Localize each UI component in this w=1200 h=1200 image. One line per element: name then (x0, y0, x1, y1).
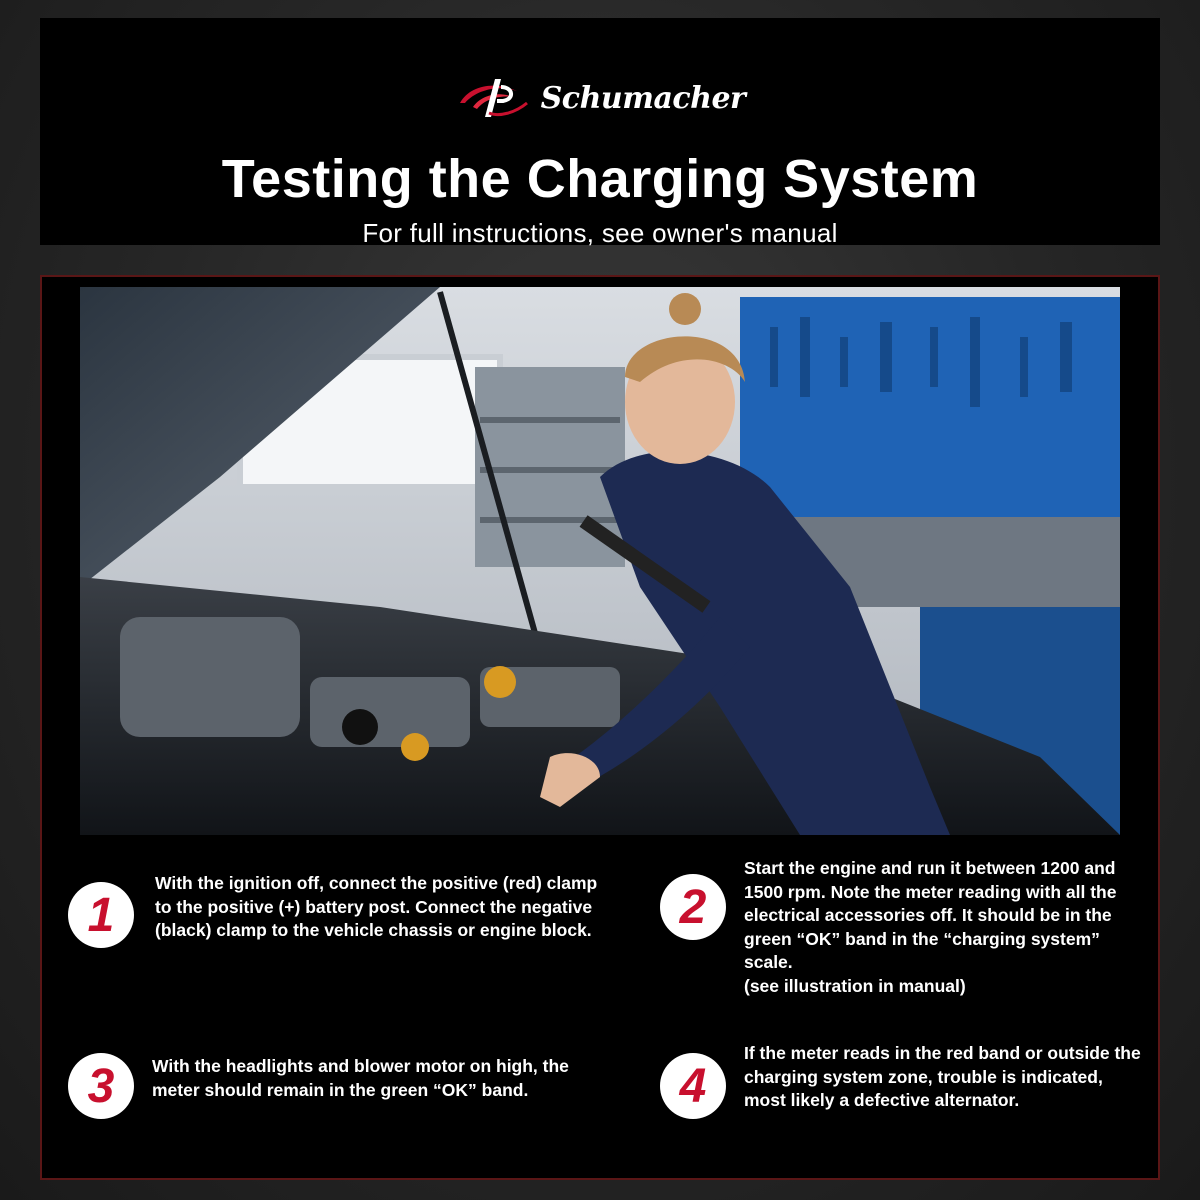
step-text: With the ignition off, connect the positive (red) clamp to the positive (+) battery post. Connect the negative (black) clamp to the vehicle chassis or engine block. (155, 873, 598, 940)
step-number-badge: 1 (68, 882, 134, 948)
step-text: With the headlights and blower motor on high, the meter should remain in the green “OK” band. (152, 1056, 569, 1100)
brand-logo (40, 68, 1160, 128)
mechanic-photo (80, 287, 1120, 835)
schumacher-logo-icon (455, 73, 535, 123)
step-number-badge: 3 (68, 1053, 134, 1119)
brand-name: Schumacher (540, 80, 746, 116)
step-number-badge: 4 (660, 1053, 726, 1119)
step-text-main: Start the engine and run it between 1200 and 1500 rpm. Note the meter reading with all the electrical accessories off. It should be in the green “OK” band in the “charging system” scale. (744, 858, 1117, 972)
step-number-badge: 2 (660, 874, 726, 940)
header-banner (40, 18, 1160, 248)
page-subtitle: For full instructions, see owner's manual (362, 218, 838, 248)
page-title: Testing the Charging System (221, 149, 979, 209)
mechanic-photo-icon (80, 287, 1120, 835)
step-text: If the meter reads in the red band or outside the charging system zone, trouble is indicated, most likely a defective alternator. (744, 1043, 1141, 1110)
step-note: (see illustration in manual) (744, 975, 966, 996)
